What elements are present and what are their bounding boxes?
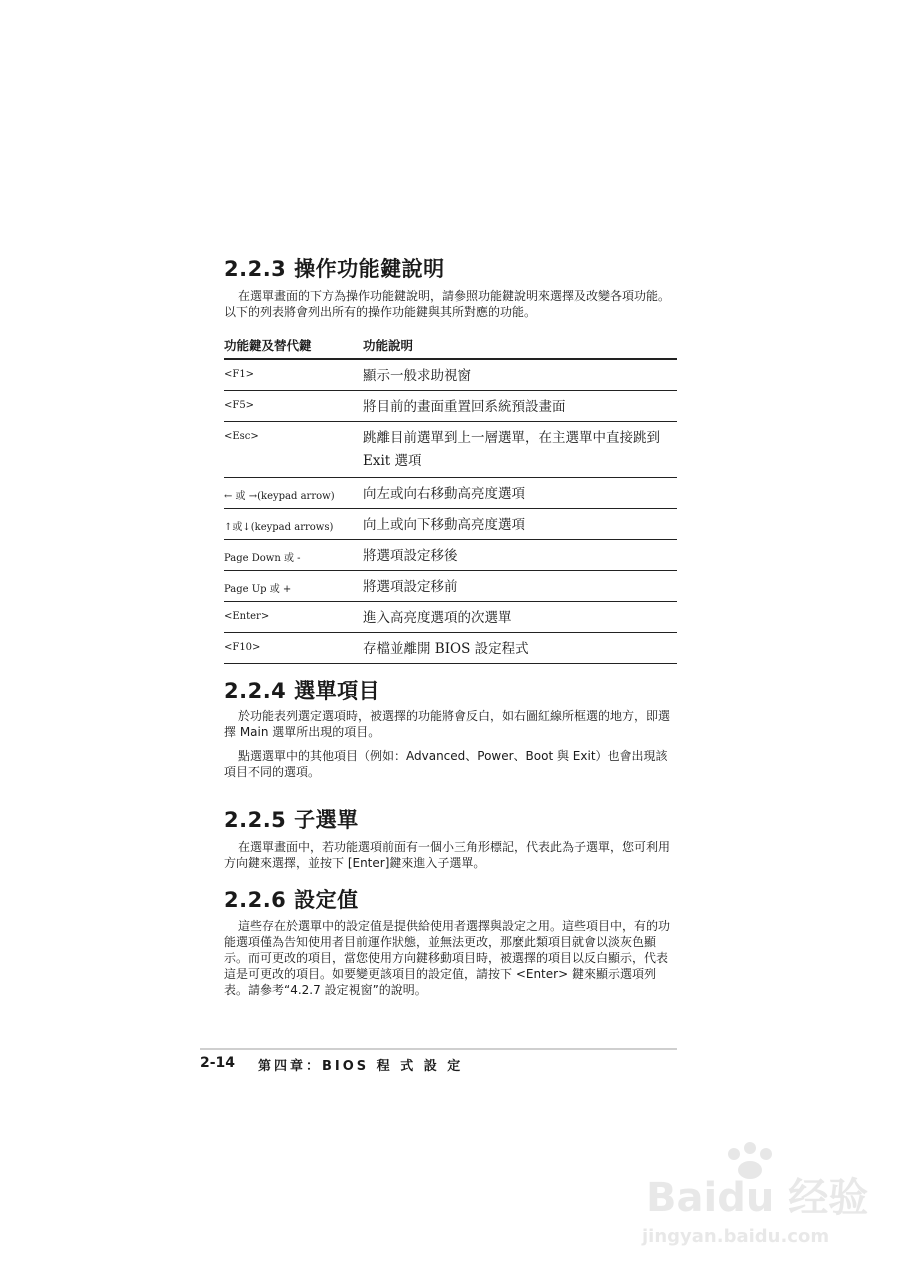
section-2-2-5-p1: 在選單畫面中，若功能選項前面有一個小三角形標記，代表此為子選單，您可利用方向鍵來選擇，並按下 [Enter]鍵來進入子選單。: [224, 840, 671, 870]
table-row: [224, 602, 677, 633]
row-desc: 將選項設定移前: [363, 579, 458, 595]
table-row: [224, 360, 677, 391]
row-desc: 將選項設定移後: [363, 548, 458, 564]
section-title-2-2-4: 2.2.4 選單項目: [224, 679, 381, 703]
row-key: ← 或 →(keypad arrow): [224, 491, 335, 502]
watermark-url: jingyan.baidu.com: [642, 1226, 830, 1247]
row-key: ↑或↓(keypad arrows): [224, 522, 334, 533]
section-title-2-2-5: 2.2.5 子選單: [224, 808, 359, 832]
section-2-2-4-p2: 點選選單中的其他項目（例如：Advanced、Power、Boot 與 Exit）也會出現該項目不同的選項。: [224, 749, 668, 779]
row-key: Page Down 或 -: [224, 553, 301, 564]
row-desc: 將目前的畫面重置回系統預設畫面: [363, 399, 566, 415]
row-desc: 跳離目前選單到上一層選單，在主選單中直接跳到 Exit 選項: [363, 430, 660, 469]
baidu-watermark: [640, 1140, 870, 1250]
page-number: 2-14: [200, 1055, 236, 1071]
row-key: Page Up 或 +: [224, 584, 292, 595]
table-row: [224, 391, 677, 422]
function-key-table: [224, 330, 677, 664]
row-key: <F5>: [224, 400, 255, 411]
chapter-title: 第四章：BIOS 程 式 設 定: [258, 1059, 464, 1074]
section-title-2-2-3: 2.2.3 操作功能鍵說明: [224, 257, 445, 281]
watermark-brand: Baidu 经验: [646, 1175, 869, 1221]
section-2-2-6-p1: 這些存在於選單中的設定值是提供給使用者選擇與設定之用。這些項目中，有的功能選項僅為告知使用者目前運作狀態，並無法更改，那麼此類項目就會以淡灰色顯示。而可更改的項目，當您使用方向鍵移動項目時，被選擇的項目以反白顯示，代表這是可更改的項目。如要變更該項目的設定值，請按下 <Enter> 鍵來顯示選項列表。請參考“4.2.7 設定視窗”的說明。: [224, 919, 671, 997]
table-row: [224, 633, 677, 664]
row-desc: 存檔並離開 BIOS 設定程式: [363, 641, 529, 657]
table-header: [224, 330, 677, 359]
header-desc: 功能說明: [363, 338, 414, 353]
section-title-2-2-6: 2.2.6 設定值: [224, 888, 359, 912]
table-row: [224, 540, 677, 571]
row-desc: 進入高亮度選項的次選單: [363, 610, 512, 626]
table-row: [224, 571, 677, 602]
row-key: <Enter>: [224, 611, 270, 622]
row-desc: 向上或向下移動高亮度選項: [363, 517, 525, 533]
row-key: <Esc>: [224, 431, 259, 442]
header-key: 功能鍵及替代鍵: [224, 338, 312, 353]
footer-divider: [200, 1048, 677, 1050]
section-2-2-4-p1: 於功能表列選定選項時，被選擇的功能將會反白，如右圖紅線所框選的地方，即選擇 Main 選單所出現的項目。: [224, 709, 671, 739]
table-row: [224, 422, 677, 478]
table-row: [224, 509, 677, 540]
row-key: <F10>: [224, 642, 261, 653]
table-row: [224, 478, 677, 509]
section-2-2-3-intro: 在選單畫面的下方為操作功能鍵說明，請參照功能鍵說明來選擇及改變各項功能。以下的列表將會列出所有的操作功能鍵與其所對應的功能。: [224, 289, 671, 319]
row-desc: 顯示一般求助視窗: [363, 368, 471, 384]
row-desc: 向左或向右移動高亮度選項: [363, 486, 525, 502]
row-key: <F1>: [224, 369, 255, 380]
